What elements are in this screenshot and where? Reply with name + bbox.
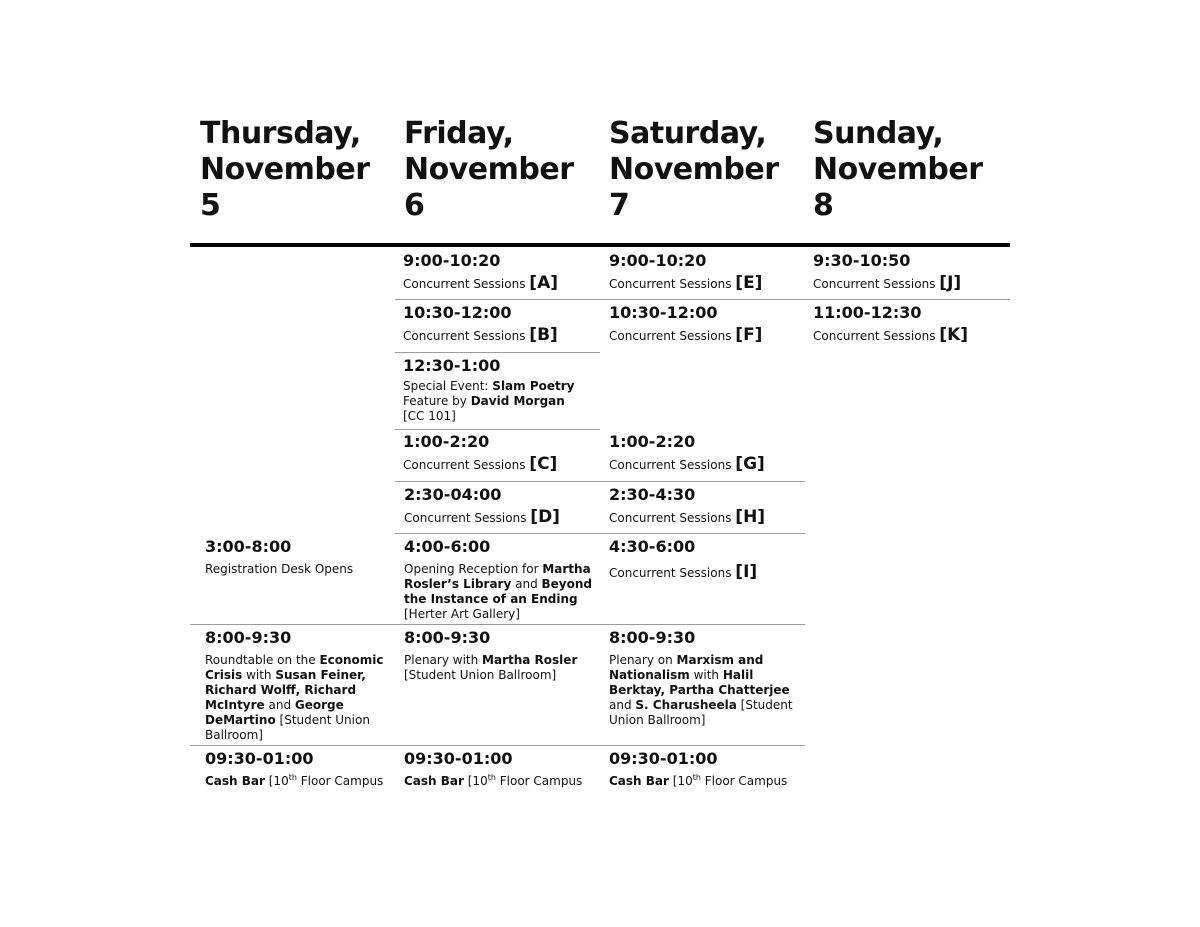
- friday-slot-c: [403, 432, 599, 473]
- day-number: 7: [609, 188, 630, 223]
- day-name: Saturday,: [609, 116, 767, 151]
- divider: [395, 533, 805, 534]
- saturday-slot-cash-bar: [609, 749, 805, 789]
- divider: [395, 299, 1010, 300]
- sunday-slot-j: [813, 251, 1009, 292]
- slot-description: Concurrent Sessions [E]: [609, 273, 763, 293]
- slot-time: 2:30-04:00: [404, 485, 502, 504]
- slot-time: 9:30-10:50: [813, 251, 911, 270]
- slot-time: 3:00-8:00: [205, 537, 292, 556]
- slot-description: Concurrent Sessions [J]: [813, 273, 962, 293]
- day-heading-friday: [404, 116, 604, 224]
- saturday-slot-g: [609, 432, 805, 473]
- divider: [395, 429, 600, 430]
- slot-description: Concurrent Sessions [C]: [403, 454, 558, 474]
- friday-slot-opening-reception: [404, 537, 600, 622]
- saturday-slot-i: [609, 537, 805, 581]
- slot-description: Concurrent Sessions [H]: [609, 507, 766, 527]
- thursday-slot-roundtable: [205, 628, 401, 743]
- day-month: November: [404, 152, 574, 187]
- day-number: 8: [813, 188, 834, 223]
- saturday-slot-plenary: [609, 628, 805, 728]
- slot-time: 10:30-12:00: [609, 303, 718, 322]
- day-name: Sunday,: [813, 116, 944, 151]
- day-month: November: [200, 152, 370, 187]
- day-heading-saturday: [609, 116, 809, 224]
- slot-description: Concurrent Sessions [B]: [403, 325, 558, 345]
- friday-slot-d: [404, 485, 600, 526]
- slot-description: Concurrent Sessions [K]: [813, 325, 969, 345]
- slot-time: 09:30-01:00: [404, 749, 513, 768]
- divider: [395, 352, 600, 353]
- divider: [190, 745, 805, 746]
- divider: [190, 624, 805, 625]
- divider: [395, 481, 805, 482]
- slot-time: 8:00-9:30: [609, 628, 696, 647]
- slot-time: 11:00-12:30: [813, 303, 922, 322]
- saturday-slot-e: [609, 251, 805, 292]
- slot-description: Cash Bar [10th Floor Campus: [404, 773, 583, 788]
- slot-description: Plenary on Marxism and Nationalism with Halil Berktay, Partha Chatterjee and S. Charusheela [Student Union Ballroom]: [609, 653, 793, 727]
- slot-time: 12:30-1:00: [403, 356, 501, 375]
- saturday-slot-f: [609, 303, 805, 344]
- slot-description: Concurrent Sessions [D]: [404, 507, 560, 527]
- saturday-slot-h: [609, 485, 805, 526]
- header-rule: [190, 243, 1010, 247]
- day-heading-thursday: [200, 116, 400, 224]
- slot-description: Opening Reception for Martha Rosler’s Library and Beyond the Instance of an Ending [Herter Art Gallery]: [404, 562, 592, 621]
- sunday-slot-k: [813, 303, 1009, 344]
- slot-description: Plenary with Martha Rosler [Student Union Ballroom]: [404, 653, 578, 682]
- thursday-slot-cash-bar: [205, 749, 401, 789]
- slot-time: 1:00-2:20: [403, 432, 490, 451]
- slot-time: 4:00-6:00: [404, 537, 491, 556]
- slot-time: 09:30-01:00: [609, 749, 718, 768]
- slot-time: 10:30-12:00: [403, 303, 512, 322]
- day-name: Thursday,: [200, 116, 361, 151]
- slot-time: 9:00-10:20: [609, 251, 707, 270]
- friday-slot-b: [403, 303, 599, 344]
- slot-description: Registration Desk Opens: [205, 562, 354, 576]
- day-heading-sunday: [813, 116, 1013, 224]
- slot-time: 1:00-2:20: [609, 432, 696, 451]
- friday-slot-cash-bar: [404, 749, 600, 789]
- day-month: November: [609, 152, 779, 187]
- day-name: Friday,: [404, 116, 514, 151]
- slot-description: Special Event: Slam Poetry Feature by David Morgan [CC 101]: [403, 379, 575, 423]
- slot-time: 2:30-4:30: [609, 485, 696, 504]
- slot-time: 8:00-9:30: [404, 628, 491, 647]
- day-number: 5: [200, 188, 221, 223]
- slot-description: Concurrent Sessions [F]: [609, 325, 763, 345]
- day-number: 6: [404, 188, 425, 223]
- thursday-slot-registration: [205, 537, 401, 577]
- slot-description: Cash Bar [10th Floor Campus: [609, 773, 788, 788]
- slot-description: Concurrent Sessions [I]: [609, 562, 758, 582]
- slot-time: 4:30-6:00: [609, 537, 696, 556]
- slot-time: 09:30-01:00: [205, 749, 314, 768]
- day-month: November: [813, 152, 983, 187]
- slot-description: Concurrent Sessions [A]: [403, 273, 558, 293]
- friday-slot-a: [403, 251, 599, 292]
- slot-time: 9:00-10:20: [403, 251, 501, 270]
- friday-slot-plenary: [404, 628, 600, 683]
- slot-time: 8:00-9:30: [205, 628, 292, 647]
- slot-description: Roundtable on the Economic Crisis with Susan Feiner, Richard Wolff, Richard McIntyre and George DeMartino [Student Union Ballroom]: [205, 653, 384, 742]
- slot-description: Cash Bar [10th Floor Campus: [205, 773, 384, 788]
- friday-slot-special-event: [403, 356, 599, 424]
- slot-description: Concurrent Sessions [G]: [609, 454, 765, 474]
